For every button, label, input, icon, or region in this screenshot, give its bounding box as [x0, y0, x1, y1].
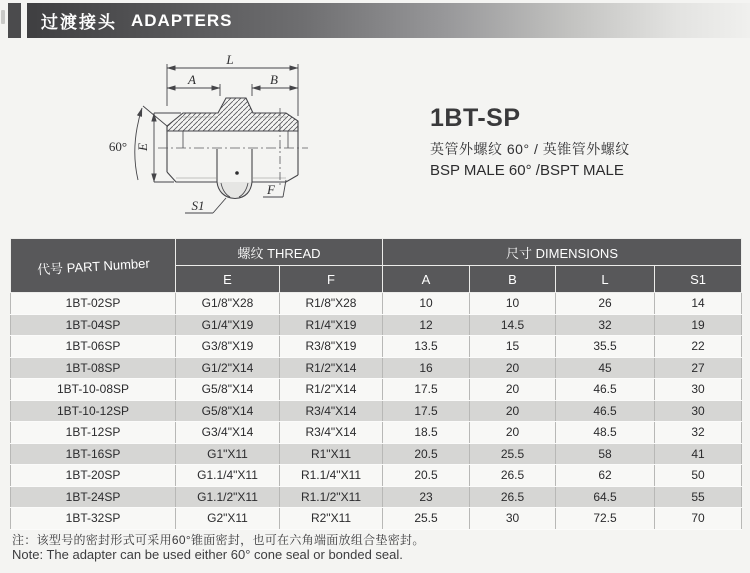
- technical-drawing: [58, 46, 388, 236]
- table-cell: R1.1/2"X11: [280, 486, 383, 508]
- product-model: 1BT-SP: [430, 104, 521, 132]
- body-lower-view: [167, 121, 298, 199]
- table-cell: 1BT-04SP: [11, 314, 176, 336]
- table-cell: 17.5: [383, 379, 470, 401]
- table-cell: 41: [655, 443, 742, 465]
- table-cell: 20.5: [383, 465, 470, 487]
- column-header-b: B: [470, 266, 556, 293]
- table-cell: 62: [556, 465, 655, 487]
- body-upper-section: [167, 98, 298, 131]
- note-en: Note: The adapter can be used either 60° cone seal or bonded seal.: [12, 547, 403, 562]
- table-cell: G3/4"X14: [176, 422, 280, 444]
- table-cell: R3/4"X14: [280, 422, 383, 444]
- dimension-cone-angle: [109, 106, 167, 180]
- dimension-label-l: L: [226, 52, 234, 67]
- table-cell: 25.5: [470, 443, 556, 465]
- table-cell: G2"X11: [176, 508, 280, 530]
- table-cell: 26: [556, 293, 655, 315]
- column-group-dimensions: 尺寸 DIMENSIONS: [383, 239, 742, 266]
- table-cell: R1/8"X28: [280, 293, 383, 315]
- table-cell: 1BT-10-08SP: [11, 379, 176, 401]
- table-cell: 18.5: [383, 422, 470, 444]
- table-cell: G1"X11: [176, 443, 280, 465]
- table-cell: 12: [383, 314, 470, 336]
- table-cell: R1.1/4"X11: [280, 465, 383, 487]
- table-cell: 30: [470, 508, 556, 530]
- table-cell: 26.5: [470, 486, 556, 508]
- table-cell: 20: [470, 422, 556, 444]
- scan-edge-mark: [1, 10, 5, 24]
- dimension-A: [167, 72, 220, 96]
- table-cell: 25.5: [383, 508, 470, 530]
- table-cell: R1"X11: [280, 443, 383, 465]
- table-cell: 1BT-32SP: [11, 508, 176, 530]
- table-cell: 45: [556, 357, 655, 379]
- dimension-S1: [185, 198, 226, 213]
- column-header-a: A: [383, 266, 470, 293]
- table-cell: 32: [655, 422, 742, 444]
- column-header-s1: S1: [655, 266, 742, 293]
- table-cell: 14: [655, 293, 742, 315]
- table-cell: 15: [470, 336, 556, 358]
- table-cell: 32: [556, 314, 655, 336]
- table-row: [11, 508, 742, 530]
- table-cell: R1/4"X19: [280, 314, 383, 336]
- table-cell: 26.5: [470, 465, 556, 487]
- table-row: [11, 293, 742, 315]
- table-cell: 46.5: [556, 379, 655, 401]
- column-header-part-number-label: 代号 PART Number: [36, 255, 150, 278]
- dimension-label-s1: S1: [191, 198, 205, 213]
- table-cell: 30: [655, 400, 742, 422]
- table-cell: 10: [470, 293, 556, 315]
- table-cell: 20.5: [383, 443, 470, 465]
- table-cell: 55: [655, 486, 742, 508]
- table-cell: 10: [383, 293, 470, 315]
- hex-center-dot: [235, 171, 239, 175]
- table-cell: 23: [383, 486, 470, 508]
- table-cell: 1BT-20SP: [11, 465, 176, 487]
- table-cell: 20: [470, 400, 556, 422]
- table-cell: G5/8"X14: [176, 379, 280, 401]
- table-cell: 70: [655, 508, 742, 530]
- table-cell: 17.5: [383, 400, 470, 422]
- table-cell: 1BT-10-12SP: [11, 400, 176, 422]
- table-row: [11, 314, 742, 336]
- table-cell: 50: [655, 465, 742, 487]
- column-header-f: F: [280, 266, 383, 293]
- dimension-label-a: A: [188, 72, 196, 87]
- table-cell: G5/8"X14: [176, 400, 280, 422]
- table-cell: 14.5: [470, 314, 556, 336]
- dimension-B: [252, 72, 298, 96]
- table-cell: 1BT-12SP: [11, 422, 176, 444]
- section-title-en: ADAPTERS: [131, 10, 233, 30]
- dimension-label-f: F: [267, 182, 275, 197]
- spec-table: [10, 238, 742, 530]
- dimension-label-b: B: [270, 72, 278, 87]
- section-header: [27, 3, 750, 38]
- table-cell: 1BT-06SP: [11, 336, 176, 358]
- dimension-label-e: E: [135, 143, 150, 151]
- table-cell: 16: [383, 357, 470, 379]
- column-header-e: E: [176, 266, 280, 293]
- table-row: [11, 400, 742, 422]
- section-title-zh: 过渡接头: [41, 13, 117, 32]
- table-row: [11, 336, 742, 358]
- table-cell: 58: [556, 443, 655, 465]
- table-cell: G1.1/2"X11: [176, 486, 280, 508]
- adapter-section-drawing: [58, 46, 388, 236]
- table-header: [11, 239, 742, 293]
- table-cell: 20: [470, 357, 556, 379]
- header-accent-block: [8, 3, 21, 38]
- table-cell: 72.5: [556, 508, 655, 530]
- table-cell: 1BT-08SP: [11, 357, 176, 379]
- column-group-thread: 螺纹 THREAD: [176, 239, 383, 266]
- dimension-label-angle: 60°: [108, 139, 128, 154]
- table-cell: 1BT-24SP: [11, 486, 176, 508]
- table-cell: 1BT-16SP: [11, 443, 176, 465]
- table-row: [11, 486, 742, 508]
- table-cell: 46.5: [556, 400, 655, 422]
- table-cell: R3/4"X14: [280, 400, 383, 422]
- note-zh: 注：该型号的密封形式可采用60°锥面密封，也可在六角端面放组合垫密封。: [12, 533, 425, 547]
- column-header-l: L: [556, 266, 655, 293]
- table-cell: R3/8"X19: [280, 336, 383, 358]
- table-body: [11, 293, 742, 530]
- table-cell: 48.5: [556, 422, 655, 444]
- table-cell: 1BT-02SP: [11, 293, 176, 315]
- table-row: [11, 357, 742, 379]
- table-cell: 35.5: [556, 336, 655, 358]
- table-cell: 13.5: [383, 336, 470, 358]
- table-cell: G1/2"X14: [176, 357, 280, 379]
- table-cell: R1/2"X14: [280, 379, 383, 401]
- table-cell: 27: [655, 357, 742, 379]
- product-description-zh: 英管外螺纹 60° / 英锥管外螺纹: [430, 141, 630, 157]
- table-row: [11, 379, 742, 401]
- product-title-block: [430, 104, 740, 179]
- table-cell: R1/2"X14: [280, 357, 383, 379]
- table-row: [11, 443, 742, 465]
- table-cell: 19: [655, 314, 742, 336]
- table-cell: 64.5: [556, 486, 655, 508]
- column-header-part-number: [11, 239, 176, 293]
- table-cell: G1/4"X19: [176, 314, 280, 336]
- table-row: [11, 422, 742, 444]
- table-cell: G1/8"X28: [176, 293, 280, 315]
- table-cell: 30: [655, 379, 742, 401]
- table-row: [11, 465, 742, 487]
- table-cell: G3/8"X19: [176, 336, 280, 358]
- product-description-en: BSP MALE 60° /BSPT MALE: [430, 162, 624, 179]
- table-cell: G1.1/4"X11: [176, 465, 280, 487]
- table-cell: 20: [470, 379, 556, 401]
- table-cell: 22: [655, 336, 742, 358]
- dimension-annotations: [109, 52, 298, 213]
- table-cell: R2"X11: [280, 508, 383, 530]
